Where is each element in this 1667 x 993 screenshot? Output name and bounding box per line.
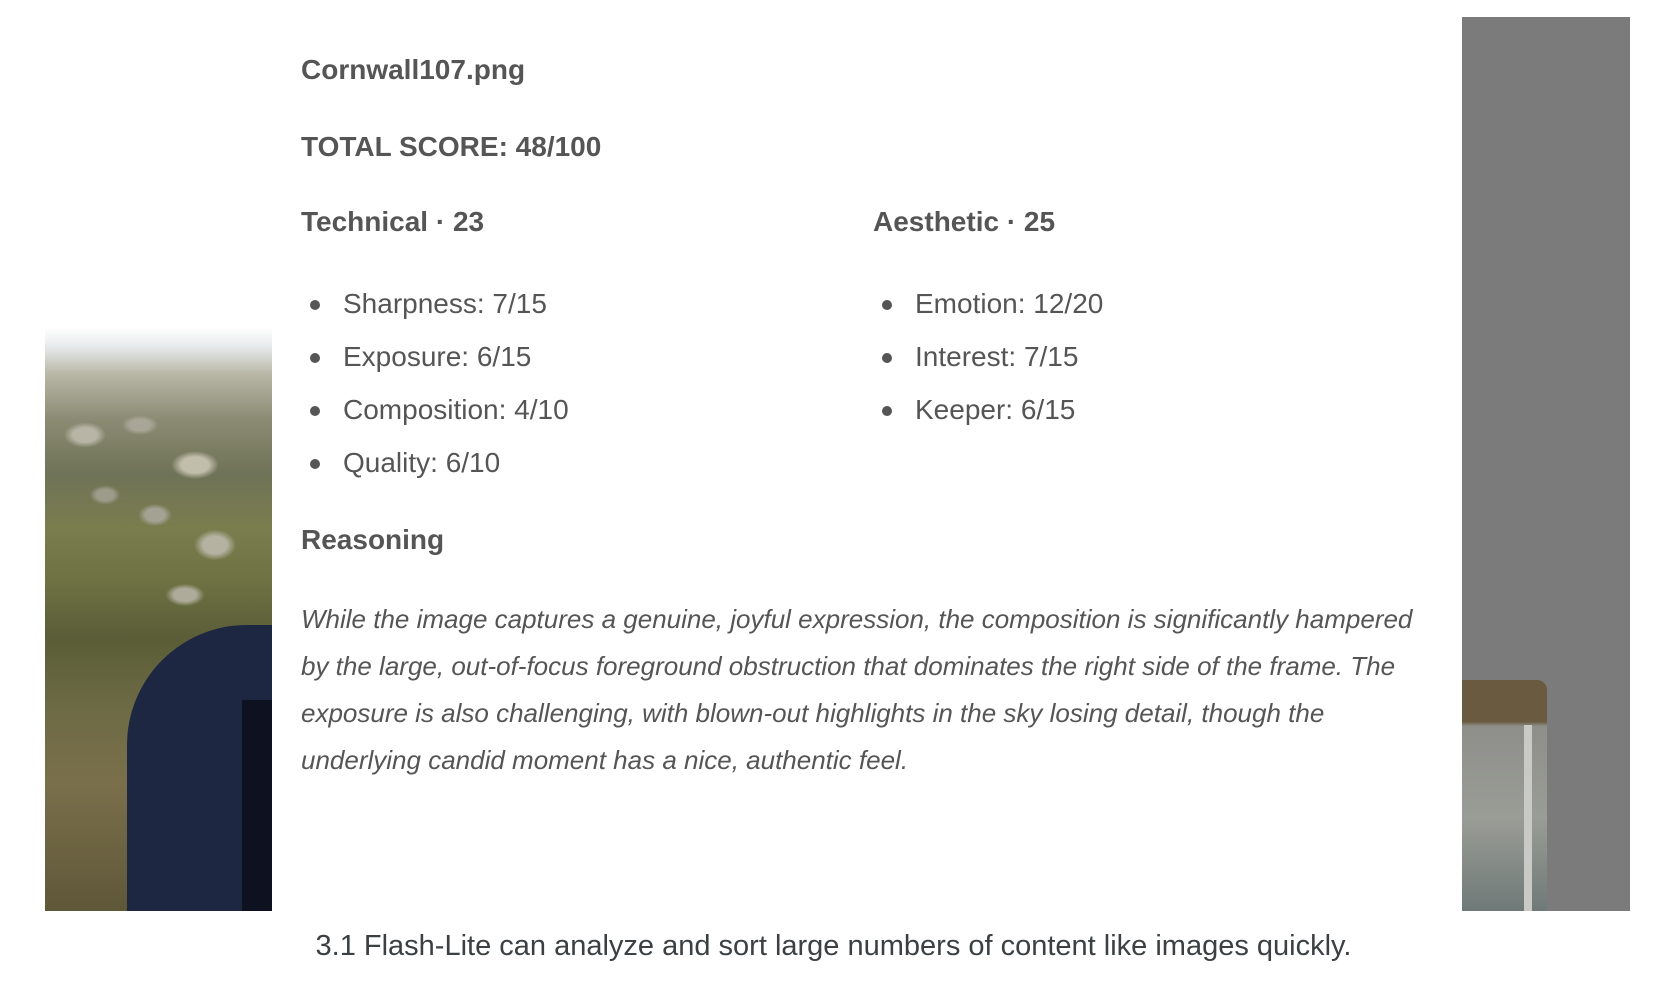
list-item bbox=[301, 447, 821, 500]
bullet-icon bbox=[310, 300, 320, 310]
bullet-icon bbox=[882, 353, 892, 363]
list-item-label: Quality: 6/10 bbox=[343, 447, 501, 478]
list-item bbox=[873, 288, 1393, 341]
list-item bbox=[873, 341, 1393, 394]
technical-section bbox=[301, 206, 569, 478]
photo-shadow bbox=[242, 700, 272, 911]
list-item-label: Sharpness: 7/15 bbox=[343, 288, 547, 319]
photo-thumbnail bbox=[1462, 680, 1547, 911]
list-item bbox=[301, 341, 821, 394]
list-item-label: Interest: 7/15 bbox=[915, 341, 1079, 372]
reasoning-text: While the image captures a genuine, joyful expression, the composition is significantly hampered by the large, out-of-focus foreground obstruction that dominates the right side of the frame. The exposure is also challenging, with blown-out highlights in the sky losing detail, though the underlying candid moment has a nice, authentic feel. bbox=[301, 604, 1413, 775]
file-name: Cornwall107.png bbox=[301, 54, 526, 85]
list-item-label: Composition: 4/10 bbox=[343, 394, 569, 425]
list-item-label: Emotion: 12/20 bbox=[915, 288, 1104, 319]
reasoning-heading: Reasoning bbox=[301, 524, 445, 555]
aesthetic-list bbox=[873, 288, 1393, 447]
technical-list bbox=[301, 288, 821, 500]
list-item bbox=[301, 394, 821, 447]
photo-rocks bbox=[45, 395, 272, 625]
bullet-icon bbox=[310, 459, 320, 469]
background-photo-left bbox=[45, 0, 272, 911]
aesthetic-heading: Aesthetic · 25 bbox=[873, 206, 1056, 237]
bullet-icon bbox=[882, 300, 892, 310]
list-item-label: Exposure: 6/15 bbox=[343, 341, 532, 372]
technical-heading: Technical · 23 bbox=[301, 206, 485, 237]
list-item bbox=[873, 394, 1393, 447]
bullet-icon bbox=[310, 406, 320, 416]
bullet-icon bbox=[310, 353, 320, 363]
score-card bbox=[272, 0, 1462, 911]
bullet-icon bbox=[882, 406, 892, 416]
list-item bbox=[301, 288, 821, 341]
side-panel-right bbox=[1462, 17, 1630, 911]
figure-caption: 3.1 Flash-Lite can analyze and sort large numbers of content like images quickly. bbox=[315, 930, 1352, 962]
list-item-label: Keeper: 6/15 bbox=[915, 394, 1076, 425]
total-score: TOTAL SCORE: 48/100 bbox=[301, 131, 602, 162]
aesthetic-section bbox=[873, 206, 1104, 425]
